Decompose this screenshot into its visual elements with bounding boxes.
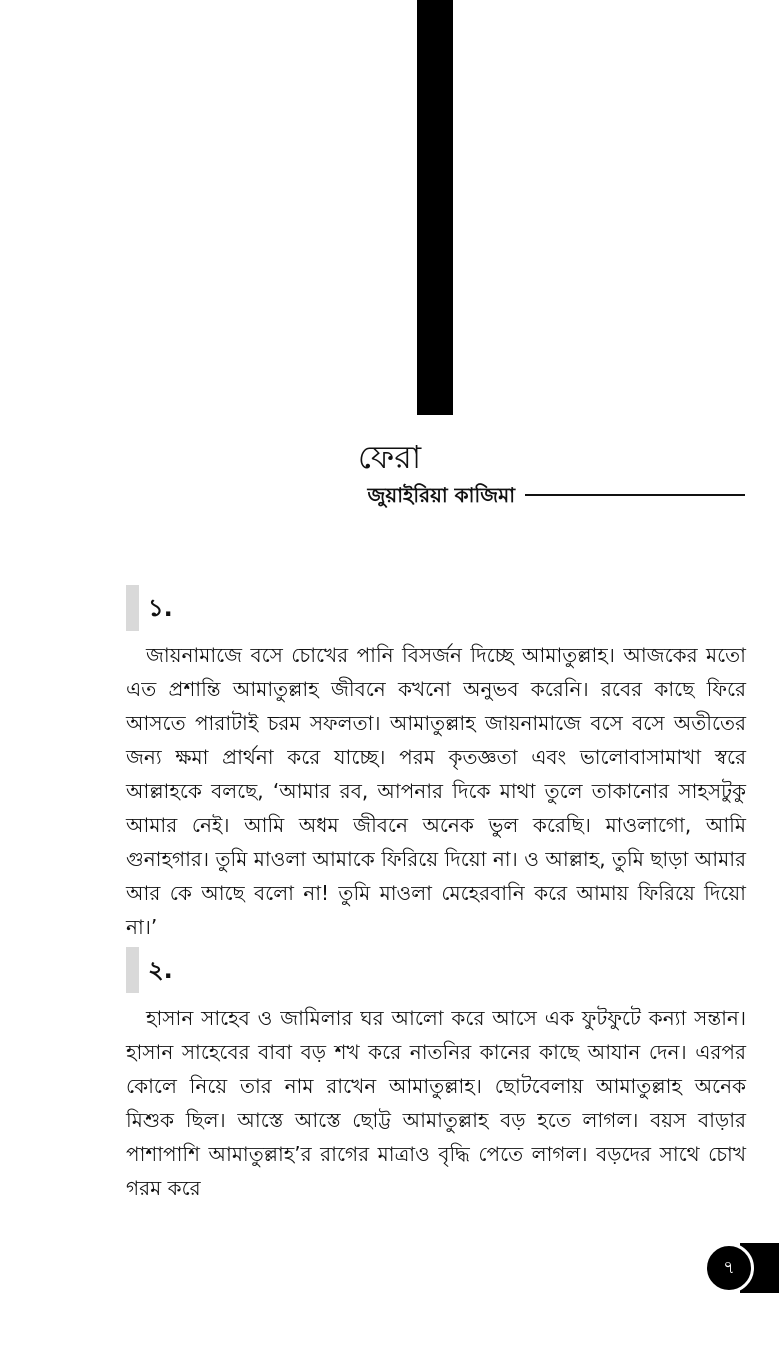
page-number: ৭ xyxy=(704,1243,754,1293)
section-paragraph-2: হাসান সাহেব ও জামিলার ঘর আলো করে আসে এক ফুটফুটে কন্যা সন্তান। হাসান সাহেবের বাবা বড় শখ করে নাতনির কানের কাছে আযান দেন। এরপর কোলে নিয়ে তার নাম রাখেন আমাতুল্লাহ। ছোটবেলায় আমাতুল্লাহ অনেক মিশুক ছিল। আস্তে আস্তে ছোট্ট আমাতুল্লাহ বড় হতে লাগল। বয়স বাড়ার পাশাপাশি আমাতুল্লাহ’র রাগের মাত্রাও বৃদ্ধি পেতে লাগল। বড়দের সাথে চোখ গরম করে xyxy=(126,1006,746,1200)
section-heading-2 xyxy=(126,947,326,993)
decorative-top-bar xyxy=(417,0,453,415)
section-marker xyxy=(126,947,139,993)
section-heading-1 xyxy=(126,585,326,631)
section-number: ২. xyxy=(148,956,173,984)
section-marker xyxy=(126,585,139,631)
author-name: জুয়াইরিয়া কাজিমা xyxy=(367,483,515,507)
author-line xyxy=(300,478,745,512)
chapter-title: ফেরা xyxy=(357,438,422,476)
section-paragraph-1: জায়নামাজে বসে চোখের পানি বিসর্জন দিচ্ছে আমাতুল্লাহ। আজকের মতো এত প্রশান্তি আমাতুল্লাহ জীবনে কখনো অনুভব করেনি। রবের কাছে ফিরে আসতে পারাটাই চরম সফলতা। আমাতুল্লাহ জায়নামাজে বসে বসে অতীতের জন্য ক্ষমা প্রার্থনা করে যাচ্ছে। পরম কৃতজ্ঞতা এবং ভালোবাসামাখা স্বরে আল্লাহকে বলছে, ‘আমার রব, আপনার দিকে মাথা তুলে তাকানোর সাহসটুকু আমার নেই। আমি অধম জীবনে অনেক ভুল করেছি। মাওলাগো, আমি গুনাহগার। তুমি মাওলা আমাকে ফিরিয়ে দিয়ো না। ও আল্লাহ, তুমি ছাড়া আমার আর কে আছে বলো না! তুমি মাওলা মেহেরবানি করে আমায় ফিরিয়ে দিয়ো না।’ xyxy=(126,643,746,939)
author-rule xyxy=(525,494,745,496)
section-number: ১. xyxy=(148,594,173,622)
